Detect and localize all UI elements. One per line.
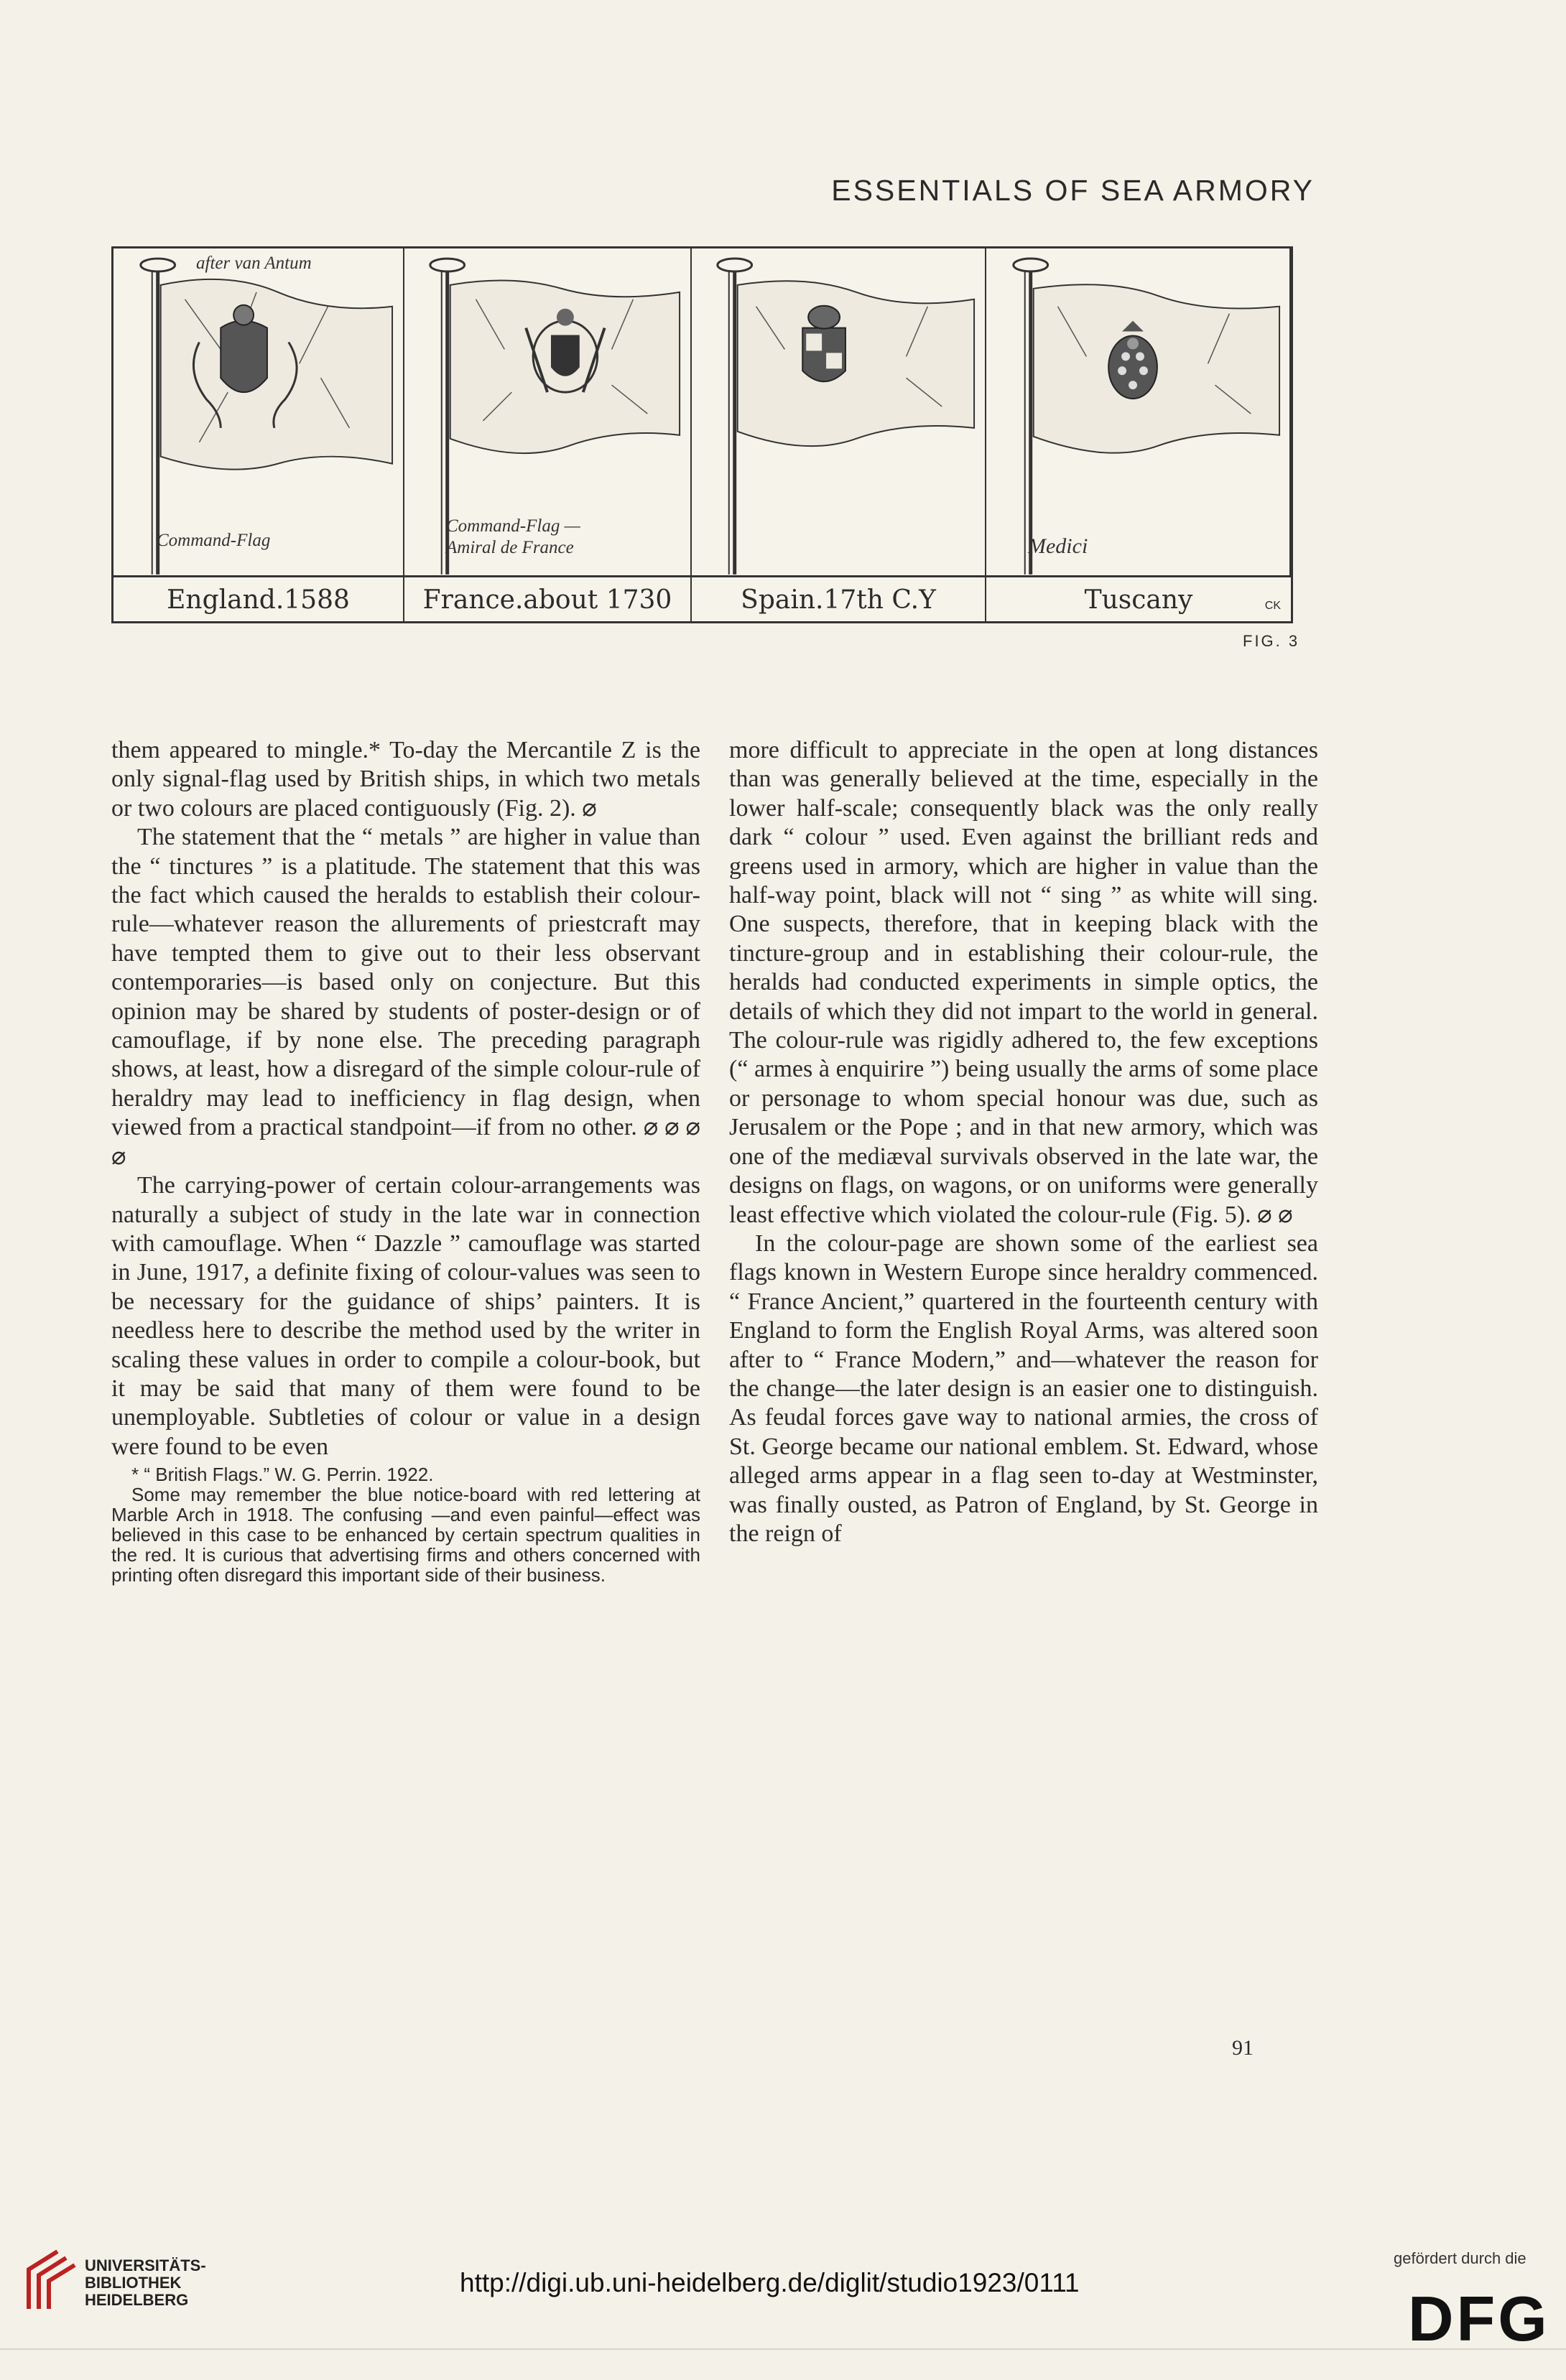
flags-figure [111, 246, 1293, 623]
flag-panel-france [404, 248, 692, 575]
library-name-line-2: BIBLIOTHEK [85, 2274, 182, 2292]
right-paragraph-1: more difficult to appreciate in the open at long distances than was generally believed at the time, especially in the lower half-scale; consequently black was the only really dark “ colour ” used. Even against the brilliant reds and greens used in armory, which are higher in value than the half-way point, black will not “ sing ” as white will sing. One suspects, therefore, that in keeping black with the tincture-group and in establishing their colour-rule, the heralds had conducted experiments in simple optics, the details of which they did not impart to the world in general. The colour-rule was rigidly adhered to, the few exceptions (“ armes à enquirire ”) being usually the arms of some place or personage to whom special honour was due, such as Jerusalem or the Pope ; and in that new armory, which was one of the mediæval survivals observed in the late war, the designs on flags, on wagons, or on uniforms were generally least effective which violated the colour-rule (Fig. 5). ⌀ ⌀ [729, 737, 1318, 1228]
flag-panel-tuscany [986, 248, 1291, 575]
footnotes [111, 1464, 700, 1585]
dfg-logo: DFG [1408, 2283, 1550, 2354]
footer-divider [0, 2348, 1566, 2350]
tuscany-flag-illustration [986, 248, 1289, 575]
flag-panel-spain [692, 248, 986, 575]
running-header: ESSENTIALS OF SEA ARMORY [831, 174, 1315, 207]
flag-panel-england [113, 248, 404, 575]
france-flag-note-1: Command-Flag — [446, 516, 580, 536]
england-flag-illustration [113, 248, 403, 575]
left-paragraph-2: The statement that the “ metals ” are higher in value than the “ tinctures ” is a platitude. The statement that this was the fact which caused the heralds to establish their colour-rule—whatever reason the allurements of priestcraft may have tempted them to give out to their less observant contemporaries—is based only on conjecture. But this opinion may be shared by students of poster-design or of camouflage, if by none else. The preceding paragraph shows, at least, how a disregard of the simple colour-rule of heraldry may lead to inefficiency in flag design, when viewed from a practical standpoint—if from no other. ⌀ ⌀ ⌀ ⌀ [111, 824, 700, 1170]
right-paragraph-2: In the colour-page are shown some of the earliest sea flags known in Western Europe since heraldry commenced. “ France Ancient,” quartered in the fourteenth century with England to form the English Royal Arms, was altered soon after to “ France Modern,” and—whatever the reason for the change—the later design is an easier one to distinguish. As feudal forces gave way to national armies, the cross of St. George became our national emblem. St. Edward, whose alleged arms appear in a flag seen to-day at Westminster, was finally ousted, as Patron of England, by St. George in the reign of [729, 1229, 1318, 1547]
library-logo-icon [22, 2248, 79, 2312]
figure-label: FIG. 3 [1243, 632, 1300, 650]
caption-france: France.about 1730 [404, 577, 692, 623]
library-name-line-1: UNIVERSITÄTS- [85, 2256, 206, 2274]
left-paragraph-1: them appeared to mingle.* To-day the Mercantile Z is the only signal-flag used by British ships, in which two metals or two colours are placed contiguously (Fig. 2). ⌀ [111, 737, 700, 822]
library-name [85, 2257, 206, 2309]
page-number: 91 [1232, 2036, 1254, 2060]
spain-flag-illustration [692, 248, 985, 575]
caption-spain: Spain.17th C.Y [692, 577, 986, 623]
artist-signature: CK [1264, 600, 1281, 612]
tuscany-flag-note: Medici [1028, 534, 1088, 558]
england-flag-note: Command-Flag [157, 531, 271, 550]
left-column [111, 736, 700, 1585]
right-column [729, 736, 1318, 1548]
left-paragraph-3: The carrying-power of certain colour-arrangements was naturally a subject of study in the late war in connection with camouflage. When “ Dazzle ” camouflage was started in June, 1917, a definite fixing of colour-values was seen to be necessary for the guidance of ships’ painters. It is needless here to describe the method used by the writer in scaling these values in order to compile a colour-book, but it may be said that many of them were found to be unemployable. Subtleties of colour or value in a design were found to be even [111, 1172, 700, 1460]
source-url-link[interactable]: http://digi.ub.uni-heidelberg.de/diglit/studio1923/0111 [460, 2268, 1080, 2297]
flag-caption-row [113, 575, 1291, 621]
library-name-line-3: HEIDELBERG [85, 2291, 189, 2309]
france-flag-note-2: Amiral de France [446, 538, 574, 557]
caption-england: England.1588 [113, 577, 404, 623]
footnote-2: Some may remember the blue notice-board with red lettering at Marble Arch in 1918. The confusing —and even painful—effect was believed in this case to be enhanced by certain spectrum qualities in the red. It is curious that advertising firms and others concerned with printing often disregard this important side of their business. [111, 1484, 700, 1586]
footnote-1: * “ British Flags.” W. G. Perrin. 1922. [131, 1464, 434, 1486]
england-source-note: after van Antum [196, 254, 312, 273]
caption-tuscany: Tuscany [1084, 585, 1193, 615]
funded-by-label: gefördert durch die [1394, 2249, 1526, 2267]
